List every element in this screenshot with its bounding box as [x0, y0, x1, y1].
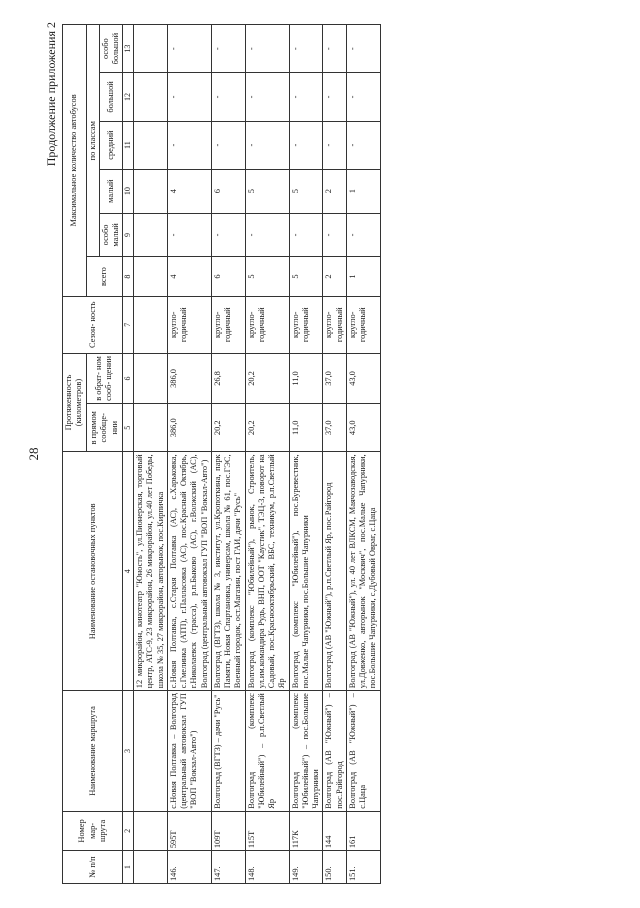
route-name: Волгоград (комплекс "Юбилейный") – р.п.Светлый Яр	[245, 691, 289, 812]
total-buses: 2	[323, 257, 347, 296]
bus-routes-table	[62, 24, 381, 884]
appendix-note: Продолжение приложения 2	[44, 22, 58, 167]
medium-count: -	[289, 121, 323, 169]
medium-count: -	[346, 121, 380, 169]
length-back: 26,8	[211, 353, 245, 403]
season: кругло- годичный	[289, 296, 323, 353]
header-by-class: по классам	[86, 25, 99, 257]
length-back: 386,0	[167, 353, 211, 403]
row-num: 148.	[245, 851, 289, 884]
small-count: 6	[211, 169, 245, 213]
table-row	[323, 25, 347, 884]
column-number: 4	[123, 452, 134, 691]
season: кругло- годичный	[211, 296, 245, 353]
large-count: -	[245, 73, 289, 121]
length-back: 43,0	[346, 353, 380, 403]
extra-large-count: -	[346, 25, 380, 73]
extra-large-count: -	[323, 25, 347, 73]
route-number: 115Т	[245, 811, 289, 850]
row-num: 146.	[167, 851, 211, 884]
header-num: № п/п	[63, 851, 123, 884]
stops-cell: 12 микрорайон, кинотеатр "Юность", ул.Пионерская, торговый центр, АТС-9, 23 микрорайон, 26 микрорайон, ул.40 лет Победы, школа № 35, 27 микрорайон, авторынок, пос.Кирпичка	[134, 452, 168, 691]
column-numbers-row	[123, 25, 134, 884]
row-num: 149.	[289, 851, 323, 884]
header-small: малый	[99, 169, 123, 213]
row-num: 147.	[211, 851, 245, 884]
header-season: Сезон- ность	[63, 296, 123, 353]
small-count: 5	[289, 169, 323, 213]
column-number: 3	[123, 691, 134, 812]
table-row-continuation	[134, 25, 168, 884]
total-buses: 1	[346, 257, 380, 296]
header-stops: Наименование остановочных пунктов	[63, 452, 123, 691]
column-number: 6	[123, 353, 134, 403]
route-number: 109Т	[211, 811, 245, 850]
header-total: всего	[86, 257, 123, 296]
extra-large-count: -	[289, 25, 323, 73]
small-count: 5	[245, 169, 289, 213]
extra-small-count: -	[323, 213, 347, 257]
medium-count: -	[167, 121, 211, 169]
length-forward: 43,0	[346, 404, 380, 452]
season: кругло- годичный	[167, 296, 211, 353]
column-number: 12	[123, 73, 134, 121]
extra-large-count: -	[167, 25, 211, 73]
large-count: -	[346, 73, 380, 121]
length-forward: 20,2	[211, 404, 245, 452]
season: кругло- годичный	[323, 296, 347, 353]
header-medium: средний	[99, 121, 123, 169]
large-count: -	[167, 73, 211, 121]
total-buses: 5	[289, 257, 323, 296]
small-count: 4	[167, 169, 211, 213]
column-number: 1	[123, 851, 134, 884]
route-name: Волгоград (АВ "Южный") – с.Цаца	[346, 691, 380, 812]
stops-cell: Волгоград (комплекс "Юбилейный"), пос.Буревестник, пос.Малые Чапурники, пос.Большие Чапурники	[289, 452, 323, 691]
column-number: 8	[123, 257, 134, 296]
table-row	[211, 25, 245, 884]
column-number: 7	[123, 296, 134, 353]
small-count: 2	[323, 169, 347, 213]
large-count: -	[289, 73, 323, 121]
length-back: 37,0	[323, 353, 347, 403]
season: кругло- годичный	[245, 296, 289, 353]
column-number: 11	[123, 121, 134, 169]
header-route-no: Номер мар- шрута	[63, 811, 123, 850]
table-row	[167, 25, 211, 884]
table-row	[245, 25, 289, 884]
small-count: 1	[346, 169, 380, 213]
table-row	[289, 25, 323, 884]
medium-count: -	[245, 121, 289, 169]
rotated-document-page	[20, 10, 620, 898]
header-route-name: Наименование маршрута	[63, 691, 123, 812]
stops-cell: с.Новая Полтавка, с.Старая Полтавка (АС), с.Харьковка, с.Гмелинка (АТП), г.Палласовка (АС), пос.Красный Октябрь, г.Николаевск (трасса), р.п.Быково (АС), г.Волжский (АС), Волгоград (центральный автовокзал ГУП "ВОП "Вокзал-Авто")	[167, 452, 211, 691]
header-large: большой	[99, 73, 123, 121]
page-number: 28	[26, 447, 41, 461]
route-number: 161	[346, 811, 380, 850]
header-max-buses: Максимальное количество автобусов	[63, 25, 87, 297]
medium-count: -	[211, 121, 245, 169]
total-buses: 6	[211, 257, 245, 296]
length-forward: 20,2	[245, 404, 289, 452]
extra-small-count: -	[167, 213, 211, 257]
medium-count: -	[323, 121, 347, 169]
extra-large-count: -	[245, 25, 289, 73]
route-name: с.Новая Полтавка – Волгоград (центральный автовокзал ГУП "ВОП "Вокзал-Авто")	[167, 691, 211, 812]
route-name: Волгоград (комплекс "Юбилейный") – пос.Большие Чапурники	[289, 691, 323, 812]
stops-cell: Волгоград (ВГТЗ), школа № 3, институт, ул.Кропоткина, парк Памяти, Новая Спартановка, универсам, школа № 61, пос.ГЭС, Военный городок, ост.Магазин, пост ГАИ, дачи "Русь"	[211, 452, 245, 691]
table-row	[346, 25, 380, 884]
column-number: 10	[123, 169, 134, 213]
season: кругло- годичный	[346, 296, 380, 353]
header-extra-small: особо малый	[99, 213, 123, 257]
length-back: 11,0	[289, 353, 323, 403]
length-forward: 37,0	[323, 404, 347, 452]
extra-large-count: -	[211, 25, 245, 73]
route-number: 144	[323, 811, 347, 850]
column-number: 5	[123, 404, 134, 452]
large-count: -	[211, 73, 245, 121]
extra-small-count: -	[245, 213, 289, 257]
large-count: -	[323, 73, 347, 121]
extra-small-count: -	[289, 213, 323, 257]
length-back: 20,2	[245, 353, 289, 403]
total-buses: 5	[245, 257, 289, 296]
header-extra-large: особо большой	[99, 25, 123, 73]
route-name: Волгоград (АВ "Южный") – пос.Райгород	[323, 691, 347, 812]
extra-small-count: -	[211, 213, 245, 257]
header-length-back: в обрат- ном сооб- щении	[86, 353, 123, 403]
route-number: 595Т	[167, 811, 211, 850]
header-length-forward: в прямом сообще- нии	[86, 404, 123, 452]
stops-cell: Волгоград (АВ "Южный"), ул. 40 лет ВЛКСМ, Маячозаводская, ул.Довженко, авторынок "Москвич", пос.Малые Чапурники, пос.Большие Чапурники, с.Дубовый Овраг, с.Цаца	[346, 452, 380, 691]
column-number: 13	[123, 25, 134, 73]
stops-cell: Волгоград (комплекс "Юбилейный"), рынок, Строитель, ул.им.командира Рудь, ВНП, ООТ "Каустик", ТЭЦ-3, поворот на Садовый, пос.Краснооктябрьский, ВБС, техникум, р.п.Светлый Яр	[245, 452, 289, 691]
length-forward: 11,0	[289, 404, 323, 452]
column-number: 2	[123, 811, 134, 850]
total-buses: 4	[167, 257, 211, 296]
header-length: Протяженность (километров)	[63, 353, 87, 452]
route-number: 117К	[289, 811, 323, 850]
route-name: Волгоград (ВГТЗ) – дачи "Русь"	[211, 691, 245, 812]
row-num: 150.	[323, 851, 347, 884]
extra-small-count: -	[346, 213, 380, 257]
length-forward: 386,0	[167, 404, 211, 452]
stops-cell: Волгоград (АВ "Южный"), р.п.Светлый Яр, пос.Райгород	[323, 452, 347, 691]
row-num: 151.	[346, 851, 380, 884]
column-number: 9	[123, 213, 134, 257]
